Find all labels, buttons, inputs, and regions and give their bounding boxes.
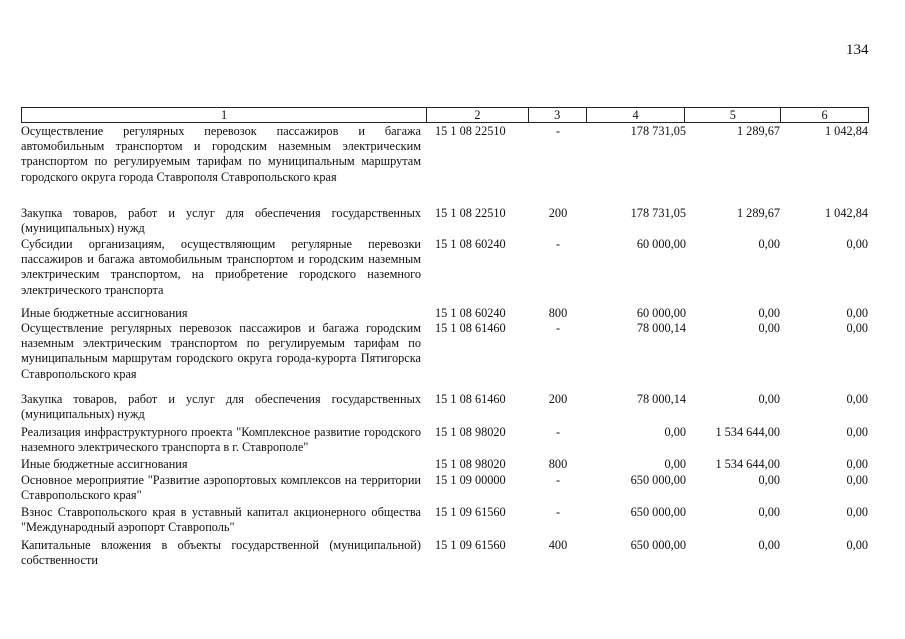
row-value-5: 0,00 xyxy=(758,505,780,519)
row-value-6: 1 042,84 xyxy=(824,124,868,138)
row-value-5: 1 289,67 xyxy=(736,124,780,138)
table-row xyxy=(21,321,869,382)
row-value-6: 0,00 xyxy=(846,425,868,439)
row-type: - xyxy=(555,124,561,138)
row-description: Основное мероприятие "Развитие аэропортовых комплексов на территории Ставропольского края" xyxy=(21,473,421,503)
row-type: 400 xyxy=(548,538,568,552)
row-value-6: 0,00 xyxy=(846,473,868,487)
header-col-5: 5 xyxy=(685,108,781,122)
header-col-2: 2 xyxy=(427,108,529,122)
row-type: - xyxy=(555,425,561,439)
row-type: 800 xyxy=(548,306,568,320)
table-row xyxy=(21,206,869,236)
row-code: 15 1 08 98020 xyxy=(435,457,506,471)
row-description: Реализация инфраструктурного проекта "Комплексное развитие городского наземного электрического транспорта в г. Ставрополе" xyxy=(21,425,421,455)
row-value-6: 0,00 xyxy=(846,237,868,251)
page-number: 134 xyxy=(846,42,869,58)
header-col-6: 6 xyxy=(821,108,828,122)
row-type: 200 xyxy=(548,392,568,406)
row-value-6: 0,00 xyxy=(846,505,868,519)
row-value-6: 0,00 xyxy=(846,392,868,406)
row-value-4: 0,00 xyxy=(664,425,686,439)
row-description: Капитальные вложения в объекты государственной (муниципальной) собственности xyxy=(21,538,421,568)
row-code: 15 1 08 22510 xyxy=(435,206,506,220)
row-value-5: 0,00 xyxy=(758,392,780,406)
row-value-5: 0,00 xyxy=(758,321,780,335)
header-col-4: 4 xyxy=(587,108,686,122)
row-description: Осуществление регулярных перевозок пассажиров и багажа городским наземным электрическим транспортом по регулируемым тарифам по муниципальным маршрутам городского округа города-курорта Пятигорска Ставропольского края xyxy=(21,321,421,381)
row-description: Взнос Ставропольского края в уставный капитал акционерного общества "Международный аэропорт Ставрополь" xyxy=(21,505,421,535)
row-value-6: 0,00 xyxy=(846,321,868,335)
row-value-4: 60 000,00 xyxy=(636,306,686,320)
table-row xyxy=(21,505,869,535)
row-description: Закупка товаров, работ и услуг для обеспечения государственных (муниципальных) нужд xyxy=(21,392,421,422)
row-value-6: 0,00 xyxy=(846,306,868,320)
row-description: Субсидии организациям, осуществляющим регулярные перевозки пассажиров и багажа автомобильным транспортом и городским наземным электрическим транспортом, на приобретение городского наземного электрического транспорта xyxy=(21,237,421,297)
row-description: Иные бюджетные ассигнования xyxy=(21,457,188,471)
row-type: 800 xyxy=(548,457,568,471)
budget-table xyxy=(21,107,869,568)
row-value-5: 1 534 644,00 xyxy=(715,457,780,471)
table-row xyxy=(21,237,869,298)
header-col-3: 3 xyxy=(529,108,587,122)
row-value-6: 0,00 xyxy=(846,457,868,471)
row-description: Осуществление регулярных перевозок пассажиров и багажа автомобильным транспортом и городским наземным электрическим транспортом по регулируемым тарифам по муниципальным маршрутам городского округа города Ставрополя Ставропольского края xyxy=(21,124,421,184)
row-code: 15 1 08 98020 xyxy=(435,425,506,439)
row-value-5: 0,00 xyxy=(758,538,780,552)
row-code: 15 1 08 61460 xyxy=(435,392,506,406)
row-type: - xyxy=(555,505,561,519)
table-row xyxy=(21,538,869,568)
row-value-4: 78 000,14 xyxy=(636,392,686,406)
row-description: Иные бюджетные ассигнования xyxy=(21,306,188,320)
row-code: 15 1 08 60240 xyxy=(435,306,506,320)
row-code: 15 1 09 00000 xyxy=(435,473,506,487)
row-value-5: 0,00 xyxy=(758,473,780,487)
row-code: 15 1 09 61560 xyxy=(435,538,506,552)
table-row xyxy=(21,425,869,455)
table-row xyxy=(21,124,869,185)
row-type: - xyxy=(555,237,561,251)
row-value-5: 0,00 xyxy=(758,306,780,320)
row-description: Закупка товаров, работ и услуг для обеспечения государственных (муниципальных) нужд xyxy=(21,206,421,236)
row-type: - xyxy=(555,321,561,335)
row-code: 15 1 08 60240 xyxy=(435,237,506,251)
row-value-4: 60 000,00 xyxy=(636,237,686,251)
row-type: - xyxy=(555,473,561,487)
table-row xyxy=(21,306,869,321)
row-value-4: 178 731,05 xyxy=(630,206,686,220)
row-value-5: 0,00 xyxy=(758,237,780,251)
table-row xyxy=(21,457,869,472)
row-code: 15 1 08 61460 xyxy=(435,321,506,335)
row-value-4: 0,00 xyxy=(664,457,686,471)
row-type: 200 xyxy=(548,206,568,220)
row-code: 15 1 09 61560 xyxy=(435,505,506,519)
row-value-4: 650 000,00 xyxy=(630,473,686,487)
row-value-4: 650 000,00 xyxy=(630,538,686,552)
row-value-4: 178 731,05 xyxy=(630,124,686,138)
row-value-4: 650 000,00 xyxy=(630,505,686,519)
row-value-5: 1 289,67 xyxy=(736,206,780,220)
row-value-4: 78 000,14 xyxy=(636,321,686,335)
row-code: 15 1 08 22510 xyxy=(435,124,506,138)
row-value-5: 1 534 644,00 xyxy=(715,425,780,439)
table-row xyxy=(21,392,869,422)
table-header xyxy=(21,107,869,123)
table-row xyxy=(21,473,869,503)
header-col-1: 1 xyxy=(22,108,427,122)
row-value-6: 0,00 xyxy=(846,538,868,552)
row-value-6: 1 042,84 xyxy=(824,206,868,220)
